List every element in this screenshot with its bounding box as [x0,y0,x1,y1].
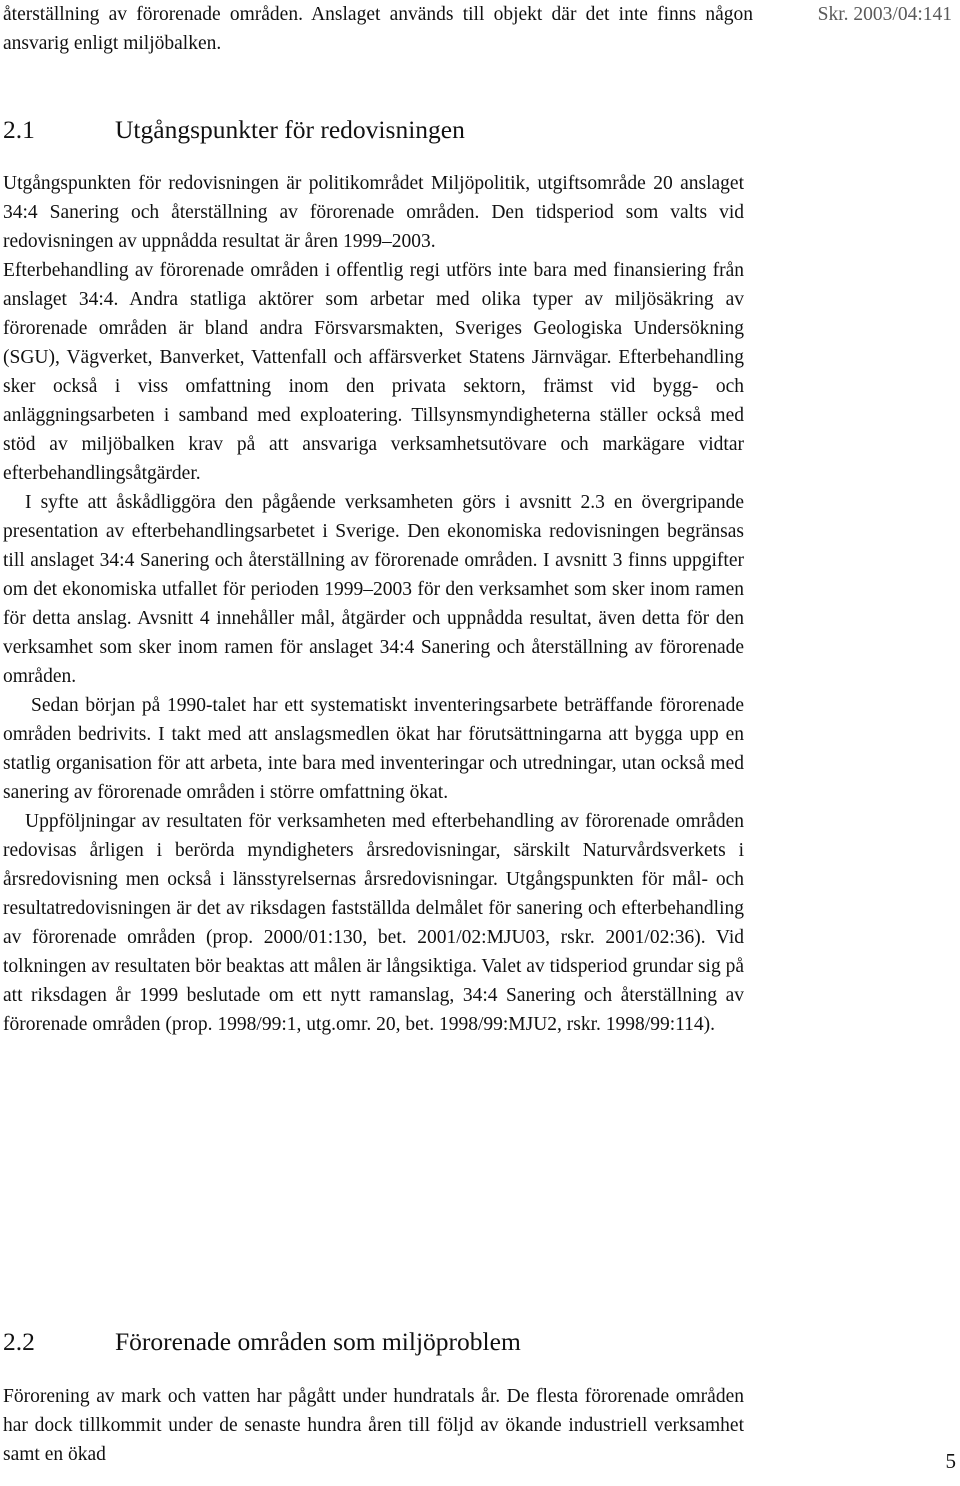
intro-paragraph [3,0,753,58]
section-title: Förorenade områden som miljöproblem [115,1327,521,1356]
paragraph: Utgångspunkten för redovisningen är politikområdet Miljöpolitik, utgiftsområde 20 anslaget 34:4 Sanering och återställning av förorenade områden. Den tidsperiod som valts vid redovisningen av uppnådda resultat är åren 1999–2003. [3,173,744,252]
paragraph: Uppföljningar av resultaten för verksamheten med efterbehandling av förorenade områden redovisas årligen i berörda myndigheters årsredovisningar, särskilt Naturvårdsverkets i årsredovisning men också i länsstyrelsernas årsredovisningar. Utgångspunkten för mål- och resultatredovisningen är det av riksdagen fastställda delmålet för sanering och efterbehandling av förorenade områden (prop. 2000/01:130, bet. 2001/02:MJU03, rskr. 2001/02:36). Vid tolkningen av resultaten bör beaktas att målen är långsiktiga. Valet av tidsperiod grundar sig på att riksdagen år 1999 beslutade om ett nytt ramanslag, 34:4 Sanering och återställning av förorenade områden (prop. 1998/99:1, utg.omr. 20, bet. 1998/99:MJU2, rskr. 1998/99:114). [3,811,744,1035]
section-number: 2.2 [3,1327,35,1356]
section-heading-2-1 [3,114,465,146]
section-number: 2.1 [3,115,35,144]
page-number: 5 [945,1449,956,1473]
section-2-1-body [3,169,744,1039]
paragraph: Sedan början på 1990-talet har ett systematiskt inventeringsarbete beträffande förorenade områden bedrivits. I takt med att anslagsmedlen ökat har förutsättningarna att bygga upp en statlig organisation för att arbeta, inte bara med inventeringar och utredningar, utan också med sanering av förorenade områden i större omfattning ökat. [3,695,744,803]
section-title: Utgångspunkter för redovisningen [115,115,465,144]
intro-text: återställning av förorenade områden. Anslaget används till objekt där det inte finns någon ansvarig enligt miljöbalken. [3,4,753,54]
paragraph: Efterbehandling av förorenade områden i offentlig regi utförs inte bara med finansiering från anslaget 34:4. Andra statliga aktörer som arbetar med olika typer av miljösäkring av förorenade områden är bland andra Försvarsmakten, Sveriges Geologiska Undersökning (SGU), Vägverket, Banverket, Vattenfall och affärsverket Statens Järnvägar. Efterbehandling sker också i viss omfattning inom den privata sektorn, främst vid bygg- och anläggningsarbeten i samband med exploatering. Tillsynsmyndigheterna ställer också med stöd av miljöbalken krav på att ansvariga verksamhetsutövare och markägare vidtar efterbehandlingsåtgärder. [3,260,744,484]
section-2-2-body [3,1382,744,1469]
document-reference: Skr. 2003/04:141 [817,4,952,25]
section-heading-2-2 [3,1326,521,1358]
paragraph: I syfte att åskådliggöra den pågående verksamheten görs i avsnitt 2.3 en övergripande presentation av efterbehandlingsarbetet i Sverige. Den ekonomiska redovisningen begränsas till anslaget 34:4 Sanering och återställning av förorenade områden. I avsnitt 3 finns uppgifter om det ekonomiska utfallet för perioden 1999–2003 för den verksamhet som sker inom ramen för detta anslag. Avsnitt 4 innehåller mål, åtgärder och uppnådda resultat, även detta för den verksamhet som sker inom ramen för anslaget 34:4 Sanering och återställning av förorenade områden. [3,492,744,687]
paragraph: Förorening av mark och vatten har pågått under hundratals år. De flesta förorenade områden har dock tillkommit under de senaste hundra åren till följd av ökande industriell verksamhet samt en ökad [3,1386,744,1465]
